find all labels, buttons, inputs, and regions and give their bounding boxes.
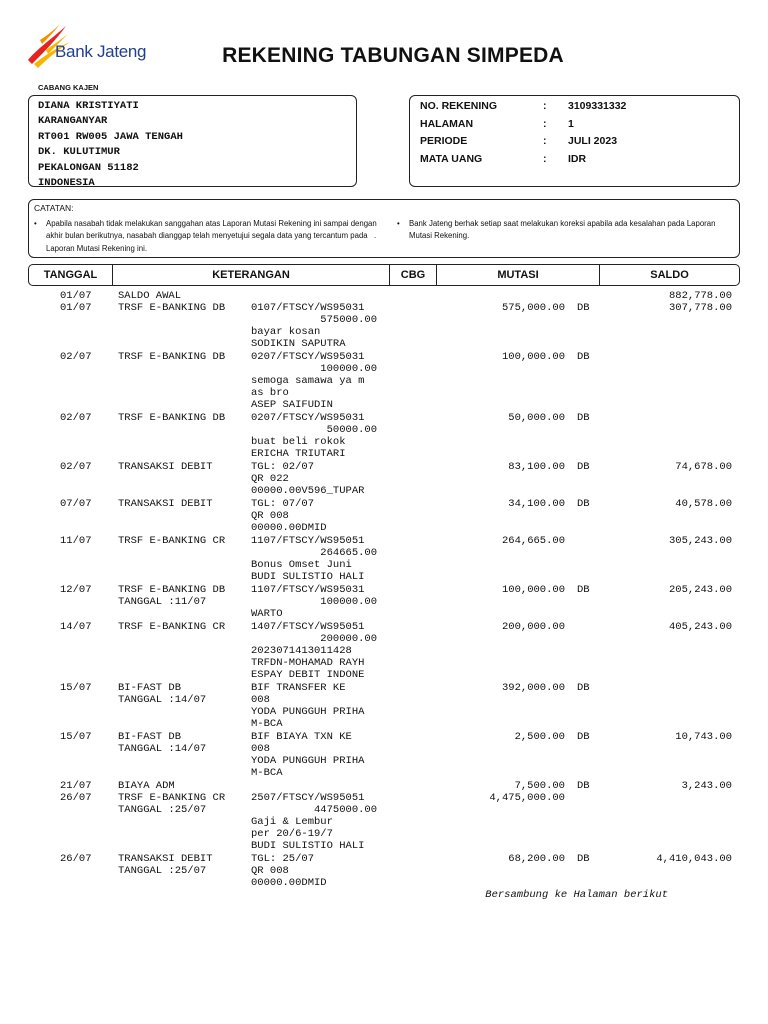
transaction-detail: 0207/FTSCY/WS95031	[251, 412, 365, 424]
transaction-detail: as bro	[251, 387, 289, 400]
transaction-detail: BUDI SULISTIO HALI	[251, 840, 365, 853]
transaction-detail: semoga samawa ya m	[251, 375, 365, 388]
info-value: 1	[568, 117, 574, 130]
transaction-date: 02/07	[60, 351, 92, 363]
notes-box	[28, 199, 740, 258]
transaction-detail: 00000.00V596_TUPAR	[251, 485, 365, 498]
transaction-description: BI-FAST DB	[118, 682, 182, 694]
transaction-debit-credit: DB	[577, 461, 590, 473]
customer-address-box	[28, 95, 357, 190]
info-row-page	[420, 118, 739, 136]
note-left-text: Apabila nasabah tidak melakukan sanggahan atas Laporan Mutasi Rekening ini sampai dengan akhir bulan berikutnya, nasabah dianggap telah menyetujui segala data yang tercantum pada Laporan Mutasi Rekening ini.	[46, 219, 377, 253]
transaction-debit-credit: DB	[577, 682, 590, 694]
info-label: HALAMAN	[420, 117, 474, 130]
transaction-description: TRSF E-BANKING DB	[118, 412, 226, 424]
transaction-detail: 264665.00	[251, 547, 378, 560]
transaction-detail: 00000.00DMID	[251, 522, 327, 535]
transaction-amount: 83,100.00	[508, 461, 565, 473]
transaction-debit-credit: DB	[577, 302, 590, 314]
transaction-description: TANGGAL :14/07	[118, 694, 207, 707]
transaction-description: TANGGAL :11/07	[118, 596, 207, 609]
transaction-detail: 1107/FTSCY/WS95051	[251, 535, 365, 547]
transaction-description: TRSF E-BANKING CR	[118, 621, 226, 633]
info-value: IDR	[568, 152, 587, 165]
note-right-text: Bank Jateng berhak setiap saat melakukan koreksi apabila ada kesalahan pada Laporan Mutasi Rekening.	[409, 219, 716, 241]
transaction-description: TRANSAKSI DEBIT	[118, 853, 213, 865]
transaction-detail: WARTO	[251, 608, 283, 621]
address-line: PEKALONGAN 51182	[38, 161, 139, 174]
transaction-balance: 4,410,043.00	[656, 853, 732, 865]
transaction-balance: 10,743.00	[675, 731, 732, 743]
column-header-branch: CBG	[400, 269, 426, 281]
column-header-date: TANGGAL	[43, 269, 98, 281]
transaction-date: 15/07	[60, 682, 92, 694]
transaction-detail: QR 008	[251, 510, 289, 523]
transaction-detail: TGL: 02/07	[251, 461, 315, 473]
transaction-detail: 008	[251, 694, 270, 707]
document-title: REKENING TABUNGAN SIMPEDA	[222, 44, 564, 67]
transaction-date: 01/07	[60, 302, 92, 314]
transaction-description: TRSF E-BANKING CR	[118, 535, 226, 547]
transaction-balance: 3,243.00	[681, 780, 732, 792]
transaction-amount: 575,000.00	[501, 302, 565, 314]
transaction-description: TANGGAL :25/07	[118, 804, 207, 817]
address-line: RT001 RW005 JAWA TENGAH	[38, 130, 183, 143]
transaction-amount: 200,000.00	[501, 621, 565, 633]
address-line: DK. KULUTIMUR	[38, 146, 120, 159]
transaction-detail: ESPAY DEBIT INDONE	[251, 669, 365, 682]
transaction-detail: SODIKIN SAPUTRA	[251, 338, 346, 351]
info-label: NO. REKENING	[420, 100, 498, 112]
transaction-amount: 100,000.00	[501, 351, 565, 363]
transaction-description: TRSF E-BANKING DB	[118, 351, 226, 363]
transaction-detail: 1107/FTSCY/WS95031	[251, 584, 365, 596]
transaction-description: TRANSAKSI DEBIT	[118, 461, 213, 473]
transaction-detail: YODA PUNGGUH PRIHA	[251, 755, 365, 768]
transaction-debit-credit: DB	[577, 731, 590, 743]
transaction-detail: QR 022	[251, 473, 289, 486]
transaction-debit-credit: DB	[577, 498, 590, 510]
transaction-debit-credit: DB	[577, 412, 590, 424]
transaction-date: 26/07	[60, 792, 92, 804]
transaction-balance: 74,678.00	[675, 461, 732, 473]
notes-header: CATATAN:	[34, 203, 74, 213]
account-info-box	[409, 95, 740, 187]
transaction-detail: BIF TRANSFER KE	[251, 682, 346, 694]
bullet-icon: •	[397, 219, 400, 228]
transaction-amount: 392,000.00	[501, 682, 565, 694]
column-header-balance: SALDO	[650, 269, 689, 281]
transaction-balance: 882,778.00	[668, 290, 732, 302]
transaction-detail: 100000.00	[251, 363, 378, 376]
transaction-debit-credit: DB	[577, 351, 590, 363]
info-row-currency	[420, 153, 739, 171]
transaction-debit-credit: DB	[577, 853, 590, 865]
transaction-description: TRSF E-BANKING CR	[118, 792, 226, 804]
info-value: JULI 2023	[568, 135, 618, 147]
transaction-detail: Bonus Omset Juni	[251, 559, 352, 572]
transaction-detail: BIF BIAYA TXN KE	[251, 731, 352, 743]
transaction-date: 15/07	[60, 731, 92, 743]
info-row-period	[420, 135, 739, 153]
transaction-description: TANGGAL :14/07	[118, 743, 207, 756]
transaction-date: 02/07	[60, 461, 92, 473]
transaction-detail: 008	[251, 743, 270, 756]
transaction-detail: 0207/FTSCY/WS95031	[251, 351, 365, 363]
info-value: 3109331332	[568, 100, 627, 112]
transaction-debit-credit: DB	[577, 780, 590, 792]
transaction-detail: buat beli rokok	[251, 436, 346, 449]
transaction-balance: 405,243.00	[668, 621, 732, 633]
transaction-detail: 00000.00DMID	[251, 877, 327, 890]
transaction-date: 11/07	[60, 535, 92, 547]
transaction-date: 14/07	[60, 621, 92, 633]
transaction-detail: TGL: 07/07	[251, 498, 315, 510]
transaction-amount: 2,500.00	[514, 731, 565, 743]
transaction-detail: Gaji & Lembur	[251, 816, 333, 829]
transaction-detail: 0107/FTSCY/WS95031	[251, 302, 365, 314]
transaction-amount: 68,200.00	[508, 853, 565, 865]
transaction-date: 07/07	[60, 498, 92, 510]
transaction-detail: 4475000.00	[251, 804, 378, 817]
transaction-detail: 50000.00	[251, 424, 378, 437]
transaction-description: BI-FAST DB	[118, 731, 182, 743]
transaction-date: 12/07	[60, 584, 92, 596]
transaction-amount: 264,665.00	[501, 535, 565, 547]
transaction-detail: 575000.00	[251, 314, 378, 327]
transaction-detail: 2507/FTSCY/WS95051	[251, 792, 365, 804]
branch-name: CABANG KAJEN	[38, 83, 99, 92]
address-line: KARANGANYAR	[38, 115, 108, 128]
transaction-description: TRSF E-BANKING DB	[118, 584, 226, 596]
transaction-detail: M-BCA	[251, 767, 283, 780]
continued-note: Bersambung ke Halaman berikut	[485, 889, 668, 901]
info-colon: :	[543, 152, 547, 165]
note-mark: .	[374, 231, 377, 240]
transaction-detail: QR 008	[251, 865, 289, 878]
info-row-account-number	[420, 100, 739, 118]
transaction-amount: 4,475,000.00	[489, 792, 565, 804]
transaction-debit-credit: DB	[577, 584, 590, 596]
transaction-detail: 1407/FTSCY/WS95051	[251, 621, 365, 633]
transaction-amount: 100,000.00	[501, 584, 565, 596]
info-colon: :	[543, 135, 547, 147]
bank-logo-text: Bank Jateng	[55, 42, 147, 61]
transaction-detail: M-BCA	[251, 718, 283, 731]
transaction-detail: BUDI SULISTIO HALI	[251, 571, 365, 584]
transaction-balance: 305,243.00	[668, 535, 732, 547]
address-line: DIANA KRISTIYATI	[38, 100, 139, 112]
table-header	[28, 264, 740, 286]
transaction-balance: 307,778.00	[668, 302, 732, 314]
transaction-detail: per 20/6-19/7	[251, 828, 333, 841]
column-header-description: KETERANGAN	[212, 269, 290, 281]
transaction-date: 26/07	[60, 853, 92, 865]
transaction-amount: 50,000.00	[508, 412, 565, 424]
transaction-description: TRSF E-BANKING DB	[118, 302, 226, 314]
transaction-balance: 40,578.00	[675, 498, 732, 510]
transaction-detail: TGL: 25/07	[251, 853, 315, 865]
transaction-detail: 2023071413011428	[251, 645, 352, 658]
transaction-detail: 200000.00	[251, 633, 378, 646]
info-label: PERIODE	[420, 135, 468, 147]
column-header-mutation: MUTASI	[497, 269, 539, 281]
address-line: INDONESIA	[38, 177, 95, 190]
transaction-date: 02/07	[60, 412, 92, 424]
transaction-detail: TRFDN-MOHAMAD RAYH	[251, 657, 365, 670]
transaction-date: 01/07	[60, 290, 92, 302]
bullet-icon: •	[34, 219, 37, 228]
transaction-balance: 205,243.00	[668, 584, 732, 596]
transaction-description: SALDO AWAL	[118, 290, 182, 302]
info-colon: :	[543, 100, 547, 112]
transaction-detail: bayar kosan	[251, 326, 321, 339]
transaction-amount: 7,500.00	[514, 780, 565, 792]
transaction-detail: 100000.00	[251, 596, 378, 609]
info-label: MATA UANG	[420, 152, 483, 165]
transaction-description: TANGGAL :25/07	[118, 865, 207, 878]
transaction-detail: ASEP SAIFUDIN	[251, 399, 333, 412]
transaction-date: 21/07	[60, 780, 92, 792]
transaction-amount: 34,100.00	[508, 498, 565, 510]
transaction-detail: ERICHA TRIUTARI	[251, 448, 346, 461]
info-colon: :	[543, 117, 547, 130]
transaction-detail: YODA PUNGGUH PRIHA	[251, 706, 365, 719]
transaction-description: BIAYA ADM	[118, 780, 175, 792]
transaction-description: TRANSAKSI DEBIT	[118, 498, 213, 510]
